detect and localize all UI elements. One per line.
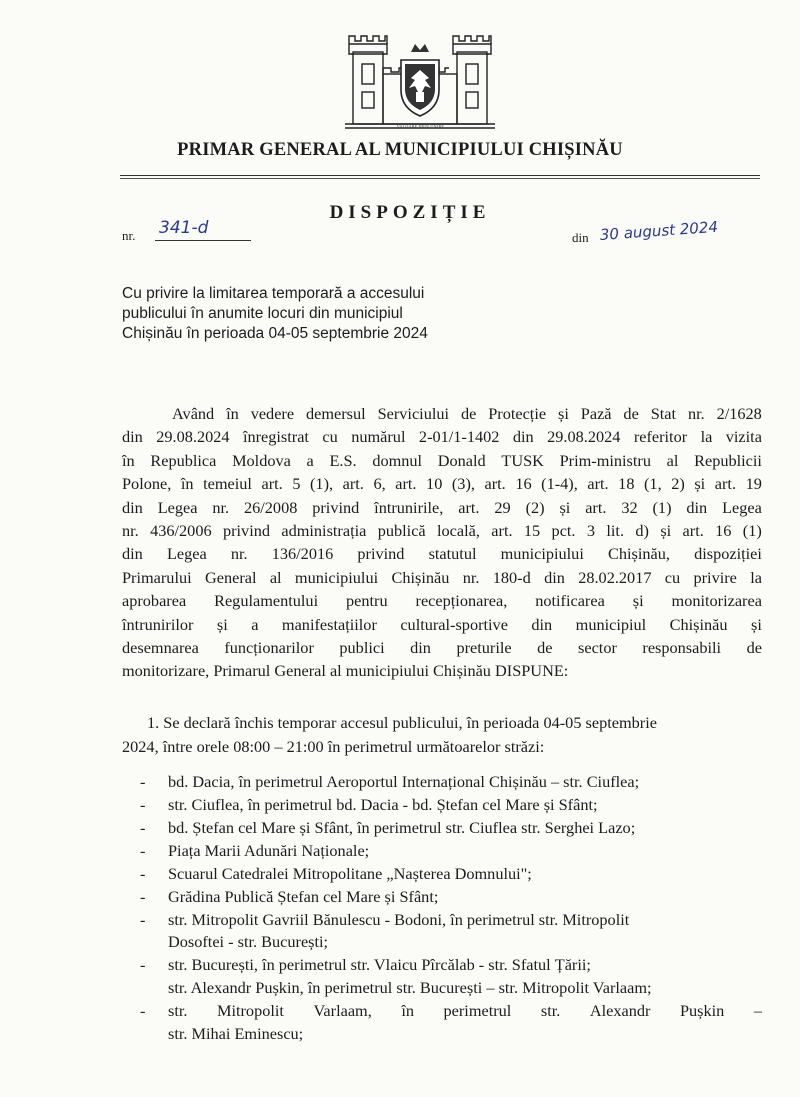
list-bullet: -: [140, 1001, 146, 1021]
crest-motto: VALOARE PRIN UNIRE: [396, 124, 445, 129]
list-bullet: -: [140, 887, 146, 906]
preamble-line: Primarului General al municipiului Chișinău nr. 180-d din 28.02.2017 cu privire la: [122, 567, 762, 587]
street-text: Scuarul Catedralei Mitropolitane „Nașterea Domnului";: [168, 864, 532, 883]
list-item: [140, 909, 762, 954]
preamble-line: Polone, în temeiul art. 5 (1), art. 6, art. 10 (3), art. 16 (1-4), art. 18 (1, 2) și art. 19: [122, 474, 762, 494]
preamble-line: întrunirilor și a manifestațiilor cultural-sportive din municipiul Chișinău și: [122, 614, 762, 634]
header-divider: [120, 175, 760, 176]
article-1: [122, 711, 762, 759]
preamble-line: monitorizare, Primarul General al municipiului Chișinău DISPUNE:: [122, 661, 569, 681]
list-item: [140, 954, 762, 976]
street-text: Piața Marii Adunări Naționale;: [168, 841, 370, 860]
street-list: [140, 771, 762, 1046]
issuing-authority: PRIMAR GENERAL AL MUNICIPIULUI CHIȘINĂU: [177, 140, 623, 160]
list-item: [140, 886, 762, 908]
list-item: [140, 817, 762, 839]
street-text: str. Alexandr Pușkin, în perimetrul str. București – str. Mitropolit Varlaam;: [168, 978, 652, 998]
preamble-line: Având în vedere demersul Serviciului de Protecție și Pază de Stat nr. 2/1628: [172, 404, 762, 423]
street-text: str. București, în perimetrul str. Vlaicu Pîrcălab - str. Sfatul Țării;: [168, 955, 591, 975]
article-1-line: 2024, între orele 08:00 – 21:00 în perimetrul următoarelor străzi:: [122, 737, 545, 756]
subject-block: [122, 284, 482, 344]
subject-line: publicului în anumite locuri din municipiul: [122, 305, 403, 322]
coat-of-arms-icon: [345, 30, 495, 135]
list-bullet: -: [140, 864, 146, 883]
preamble-line: desemnarea funcționarilor publici din preturile de sector responsabili de: [122, 638, 762, 658]
date-label: din: [572, 230, 589, 245]
preamble-line: din 29.08.2024 înregistrat cu numărul 2-01/1-1402 din 29.08.2024 referitor la vizita: [122, 427, 762, 447]
list-bullet: -: [140, 772, 146, 791]
list-item: [140, 1000, 762, 1045]
street-text: str. Mihai Eminescu;: [168, 1023, 304, 1043]
preamble-line: din Legea nr. 26/2008 privind întrunirile, art. 29 (2) și art. 32 (1) din Legea: [122, 497, 762, 517]
preamble-paragraph: [122, 402, 762, 683]
list-item: [140, 840, 762, 862]
document-number: 341-d: [155, 218, 251, 241]
list-item: [140, 771, 762, 793]
document-type-title: DISPOZIȚIE: [329, 202, 491, 223]
street-text: Dosoftei - str. București;: [168, 932, 329, 952]
street-text: bd. Ștefan cel Mare și Sfânt, în perimetrul str. Ciuflea str. Serghei Lazo;: [168, 818, 636, 837]
list-bullet: -: [140, 955, 146, 975]
list-bullet: -: [140, 795, 146, 814]
article-1-line: 1. Se declară închis temporar accesul publicului, în perioada 04-05 septembrie: [147, 713, 657, 732]
street-text: str. Mitropolit Gavriil Bănulescu - Bodoni, în perimetrul str. Mitropolit: [168, 910, 630, 929]
street-text: str. Ciuflea, în perimetrul bd. Dacia - bd. Ștefan cel Mare și Sfânt;: [168, 795, 598, 814]
street-text: bd. Dacia, în perimetrul Aeroportul Internațional Chișinău – str. Ciuflea;: [168, 772, 640, 791]
subject-line: Cu privire la limitarea temporară a accesului: [122, 285, 425, 302]
list-bullet: -: [140, 910, 146, 929]
list-bullet: -: [140, 818, 146, 837]
header-divider-secondary: [120, 178, 760, 179]
list-bullet: -: [140, 841, 146, 860]
list-item: [140, 977, 762, 999]
preamble-line: nr. 436/2006 privind administrația publică locală, art. 15 pct. 3 lit. d) și art. 16 (1): [122, 521, 762, 541]
document-date: 30 august 2024: [599, 217, 719, 244]
street-text: Grădina Publică Ștefan cel Mare și Sfânt;: [168, 887, 439, 906]
preamble-line: în Republica Moldova a E.S. domnul Donald TUSK Prim-ministru al Republicii: [122, 450, 762, 470]
list-item: [140, 794, 762, 816]
number-label: nr.: [122, 228, 136, 243]
street-text: str. Mitropolit Varlaam, în perimetrul str. Alexandr Pușkin –: [168, 1001, 762, 1021]
subject-line: Chișinău în perioada 04-05 septembrie 2024: [122, 325, 428, 342]
preamble-line: din Legea nr. 136/2016 privind statutul municipiului Chișinău, dispoziției: [122, 544, 762, 564]
preamble-line: aprobarea Regulamentului pentru recepționarea, notificarea și monitorizarea: [122, 591, 762, 611]
list-item: [140, 863, 762, 885]
